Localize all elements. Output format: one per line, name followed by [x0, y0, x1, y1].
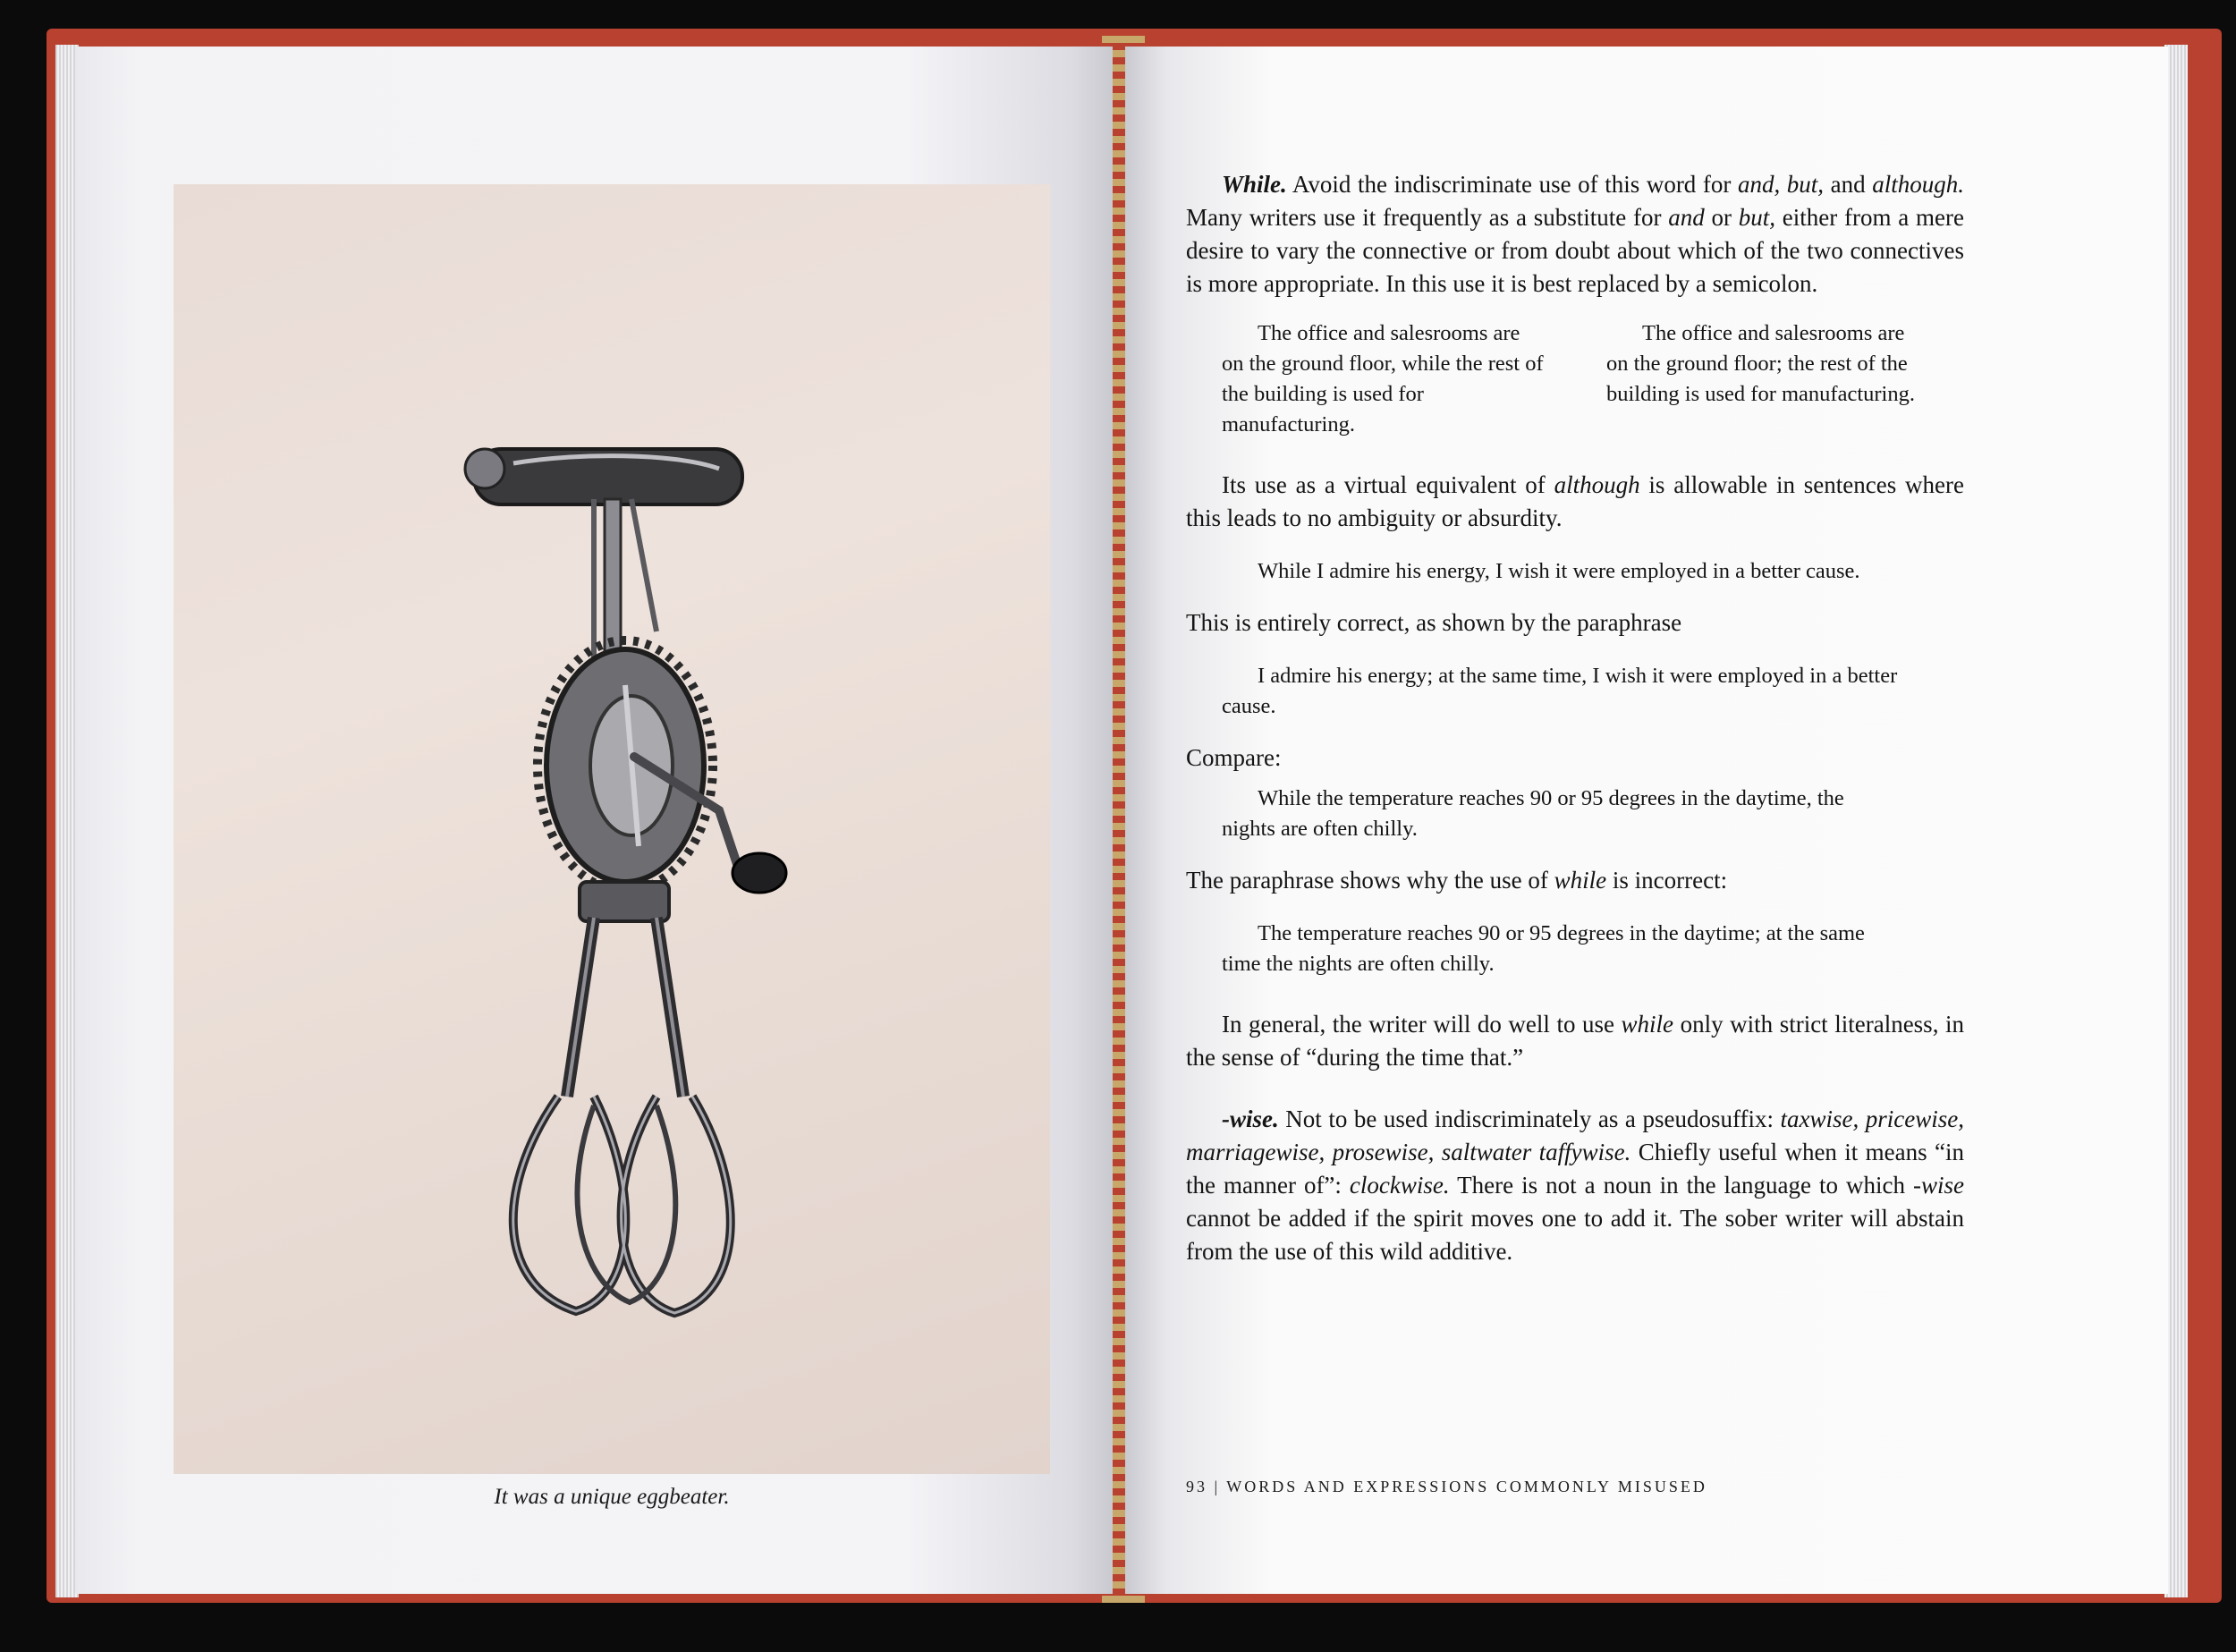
page-folio: 93 | WORDS AND EXPRESSIONS COMMONLY MISUSED	[1186, 1478, 1707, 1495]
paragraph-although: Its use as a virtual equivalent of although is allowable in sentences where this leads to no ambiguity or absurdity.	[1186, 471, 1964, 531]
paragraph-in-general: In general, the writer will do well to use while only with strict literalness, in the sense of “during the time that.”	[1186, 1011, 1964, 1071]
entry-heading-wise: -wise.	[1222, 1106, 1279, 1132]
paragraph-paraphrase-shows: The paraphrase shows why the use of while is incorrect:	[1186, 867, 1728, 894]
example-left-column: The office and salesrooms are on the ground floor, while the rest of the building is used for manufacturing.	[1222, 321, 1544, 436]
example-paraphrase: I admire his energy; at the same time, I wish it were employed in a better cause.	[1222, 664, 1898, 718]
example-columns	[1222, 318, 1928, 440]
illustration-caption: It was a unique eggbeater.	[494, 1485, 730, 1509]
eggbeater-illustration	[174, 184, 1050, 1474]
paragraph-correct: This is entirely correct, as shown by the paraphrase	[1186, 609, 1682, 636]
paragraph-while: While. Avoid the indiscriminate use of this word for and, but, and although. Many writers use it frequently as a substitute for and or but, either from a mere desire to vary the connective or from doubt about which of the two connectives is more appropriate. In this use it is best replaced by a semicolon.	[1186, 171, 1964, 297]
example-right-column: The office and salesrooms are on the ground floor; the rest of the building is used for manufacturing.	[1606, 321, 1915, 406]
paragraph-wise: -wise. Not to be used indiscriminately as a pseudosuffix: taxwise, pricewise, marriagewise, prosewise, saltwater taffywise. Chiefly useful when it means “in the manner of”: clockwise. There is not a noun in the language to which -wise cannot be added if the spirit moves one to add it. The sober writer will abstain from the use of this wild additive.	[1186, 1106, 1964, 1265]
right-page-text	[1186, 168, 1964, 1268]
example-temperature-paraphrase: The temperature reaches 90 or 95 degrees in the daytime; at the same time the nights are often chilly.	[1222, 921, 1865, 976]
example-admire: While I admire his energy, I wish it were employed in a better cause.	[1258, 559, 1860, 583]
eggbeater-drawing	[174, 184, 1050, 1474]
paragraph-compare: Compare:	[1186, 744, 1282, 771]
entry-heading-while: While.	[1222, 171, 1287, 198]
example-temperature: While the temperature reaches 90 or 95 degrees in the daytime, the nights are often chilly.	[1222, 786, 1844, 841]
